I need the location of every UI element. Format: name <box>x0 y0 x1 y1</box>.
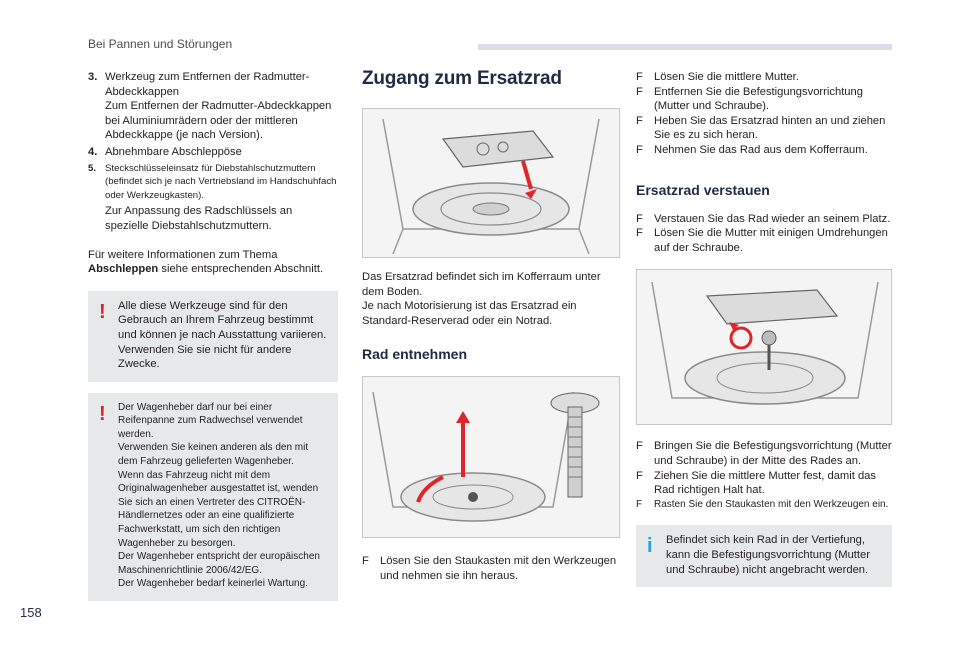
bullet-clip-toolbox <box>636 498 892 512</box>
item-text: Steckschlüsseleinsatz für Diebstahlschutzmuttern (befindet sich je nach Vertriebsland im Handschuhfach oder Werkzeugkasten). <box>105 162 337 201</box>
item-number: 3. <box>88 71 98 83</box>
bullet-icon: F <box>636 114 643 127</box>
warning-icon: ! <box>99 300 106 323</box>
info-text-end: siehe entsprechenden Abschnitt. <box>158 263 324 276</box>
info-paragraph <box>88 248 338 277</box>
bullet-remove-toolbox <box>362 554 620 583</box>
page-number: 158 <box>20 605 42 620</box>
section-heading-remove: Rad entnehmen <box>362 346 468 363</box>
remove-wheel-illustration <box>362 376 620 538</box>
bullet-icon: F <box>636 498 643 510</box>
warning-icon: ! <box>99 402 106 425</box>
info-text: Befindet sich kein Rad in der Vertiefung, kann die Befestigungsvorrichtung (Mutter und Schraube) nicht angebracht werden. <box>666 534 870 576</box>
item-text: Abnehmbare Abschleppöse <box>105 145 242 158</box>
bullet-text: Heben Sie das Ersatzrad hinten an und ziehen Sie es zu sich heran. <box>654 114 886 142</box>
bullet-loosen-nut-turns <box>636 226 892 255</box>
bullet-text: Lösen Sie die mittlere Mutter. <box>654 71 799 83</box>
bullet-remove-fixing <box>636 85 892 114</box>
bullet-text: Ziehen Sie die mittlere Mutter fest, damit das Rad richtigen Halt hat. <box>654 469 876 497</box>
column-1 <box>88 70 338 601</box>
header-bar <box>478 44 892 50</box>
intro-paragraph: Das Ersatzrad befindet sich im Kofferraum unter dem Boden. Je nach Motorisierung ist das Ersatzrad ein Standard-Reserverad oder ein Notrad. <box>362 271 601 327</box>
item-subtext: Zur Anpassung des Radschlüssels an spezielle Diebstahlschutzmuttern. <box>105 205 293 232</box>
item-number: 5. <box>88 162 97 174</box>
bullet-lift-wheel <box>636 114 892 143</box>
bullet-text: Verstauen Sie das Rad wieder an seinem Platz. <box>654 212 891 225</box>
store-wheel-illustration <box>636 269 892 425</box>
bullet-text: Lösen Sie den Staukasten mit den Werkzeugen und nehmen sie ihn heraus. <box>380 555 617 582</box>
list-item-3 <box>88 70 338 143</box>
bullet-icon: F <box>636 85 643 98</box>
spare-wheel-trunk-illustration <box>363 109 619 257</box>
bullet-tighten-nut <box>636 469 892 498</box>
info-text: Für weitere Informationen zum Thema <box>88 248 278 261</box>
bullet-icon: F <box>362 555 369 568</box>
column-3 <box>636 70 892 587</box>
item-text: Werkzeug zum Entfernen der Radmutter- Abdeckkappen Zum Entfernen der Radmutter-Abdeckkappen bei Aluminiumrädern oder der mittleren Abdeckkappe (je nach Version). <box>105 71 332 142</box>
bullet-icon: F <box>636 440 643 453</box>
remove-wheel-drawing <box>363 377 619 537</box>
item-number: 4. <box>88 145 98 158</box>
bullet-icon: F <box>636 71 643 83</box>
bullet-icon: F <box>636 469 643 482</box>
bullet-text: Nehmen Sie das Rad aus dem Kofferraum. <box>654 143 868 156</box>
bullet-take-out-wheel <box>636 143 892 158</box>
store-wheel-drawing <box>637 270 892 424</box>
list-item-5 <box>88 162 338 234</box>
bullet-text: Entfernen Sie die Befestigungsvorrichtung (Mutter und Schraube). <box>654 85 863 113</box>
warning-box-1 <box>88 291 338 382</box>
bullet-icon: F <box>636 143 643 156</box>
warning-text: Alle diese Werkzeuge sind für den Gebrauch an Ihrem Fahrzeug bestimmt und können je nach Ausstattung variieren. Verwenden Sie sie nicht für andere Zwecke. <box>118 299 327 371</box>
warning-text: Der Wagenheber darf nur bei einer Reifenpanne zum Radwechsel verwendet werden. Verwenden Sie keinen anderen als den mit dem Fahrzeug gelieferten Wagenheber. Wenn das Fahrzeug nicht mit dem Originalwagenheber ausgestattet ist, wenden Sie sich an einen Vertreter des CITROËN-Händlernetzes oder an eine qualifizierte Fachwerkstatt, um sich den richtigen Wagenheber zu besorgen. Der Wagenheber entspricht der europäischen Maschinenrichtlinie 2006/42/EG. Der Wagenheber bedarf keinerlei Wartung. <box>118 401 320 590</box>
bullet-text: Rasten Sie den Staukasten mit den Werkzeugen ein. <box>654 498 889 510</box>
column-2 <box>362 68 620 584</box>
info-box <box>636 525 892 587</box>
info-bold: Abschleppen <box>88 263 159 276</box>
warning-box-2 <box>88 393 338 601</box>
page-title: Zugang zum Ersatzrad <box>362 68 562 89</box>
bullet-text: Bringen Sie die Befestigungsvorrichtung (Mutter und Schraube) in der Mitte des Rades an. <box>654 440 892 467</box>
bullet-text: Lösen Sie die Mutter mit einigen Umdrehungen auf der Schraube. <box>654 227 888 254</box>
bullet-store-wheel <box>636 212 892 227</box>
bullet-icon: F <box>636 212 643 225</box>
info-icon: i <box>647 535 653 558</box>
bullet-icon: F <box>636 227 643 240</box>
bullet-loosen-nut <box>636 70 892 85</box>
bullet-place-fixing <box>636 439 892 468</box>
list-item-4 <box>88 145 338 160</box>
trunk-illustration <box>362 108 620 258</box>
section-header: Bei Pannen und Störungen <box>88 37 233 51</box>
section-heading-store: Ersatzrad verstauen <box>636 181 770 198</box>
